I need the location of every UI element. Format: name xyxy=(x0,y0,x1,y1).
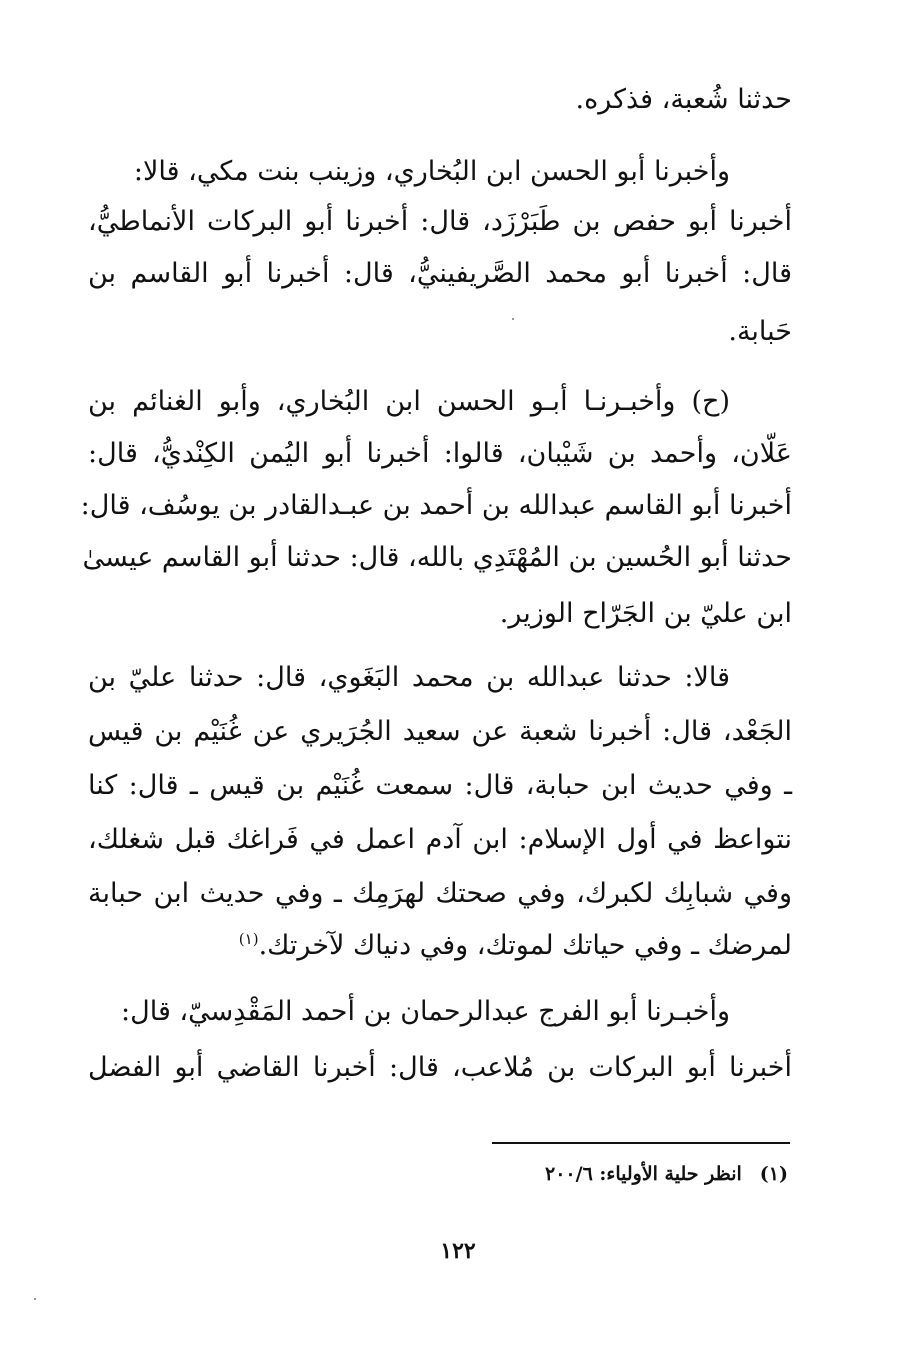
text-line-8: أخبرنا أبو القاسم عبدالله بن أحمد بن عبـدالقادر بن يوسُف، قال: xyxy=(80,490,792,521)
text-line-11: قالا: حدثنا عبدالله بن محمد البَغَوي، قال: حدثنا عليّ بن xyxy=(88,662,730,693)
page-number: ١٢٢ xyxy=(440,1238,476,1264)
text-line-13: ـ وفي حديث ابن حبابة، قال: سمعت غُنَيْم بن قيس ـ قال: كنا xyxy=(88,770,792,801)
text-line-2: وأخبرنا أبو الحسن ابن البُخاري، وزينب بنت مكي، قالا: xyxy=(133,156,730,187)
footnote-text: انظر حلية الأولياء: ٢٠٠/٦ xyxy=(545,1163,742,1185)
footnote-marker: (١) xyxy=(238,930,259,948)
text-line-5: حَبابة. xyxy=(728,316,792,347)
text-line-16-text: لمرضك ـ وفي حياتك لموتك، وفي دنياك لآخرتك. xyxy=(258,930,792,961)
text-line-9: حدثنا أبو الحُسين بن المُهْتَدِي بالله، قال: حدثنا أبو القاسم عيسىٰ xyxy=(82,542,792,573)
footnote-number: (١) xyxy=(759,1163,788,1185)
footnote xyxy=(545,1162,788,1186)
text-line-6: (ح) وأخبـرنـا أبـو الحسن ابن البُخاري، وأبو الغنائم بن xyxy=(88,386,730,417)
text-line-1: حدثنا شُعبة، فذكره. xyxy=(575,84,792,115)
footnote-divider xyxy=(492,1142,790,1144)
text-line-7: عَلّان، وأحمد بن شَيْبان، قالوا: أخبرنا أبو اليُمن الكِنْديُّ، قال: xyxy=(88,438,792,469)
text-line-17: وأخبـرنا أبو الفرج عبدالرحمان بن أحمد المَقْدِسيّ، قال: xyxy=(121,996,730,1027)
text-line-3: أخبرنا أبو حفص بن طَبَرْزَد، قال: أخبرنا أبو البركات الأنماطيُّ، xyxy=(88,206,792,237)
main-text xyxy=(80,0,792,1110)
text-line-18: أخبرنا أبو البركات بن مُلاعب، قال: أخبرنا القاضي أبو الفضل xyxy=(88,1052,792,1083)
text-line-4: قال: أخبرنا أبو محمد الصَّريفينيُّ، قال: أخبرنا أبو القاسم بن xyxy=(88,258,792,289)
text-line-16 xyxy=(184,928,792,968)
text-line-15: وفي شبابِك لكبرك، وفي صحتك لهرَمِك ـ وفي حديث ابن حبابة xyxy=(88,878,792,909)
text-line-12: الجَعْد، قال: أخبرنا شعبة عن سعيد الجُرَيري عن غُنَيْم بن قيس xyxy=(88,716,792,747)
text-line-10: ابن عليّ بن الجَرّاح الوزير. xyxy=(499,598,792,629)
text-line-14: نتواعظ في أول الإسلام: ابن آدم اعمل في فَراغك قبل شغلك، xyxy=(88,824,792,855)
paper-speck xyxy=(512,318,514,320)
paper-speck xyxy=(34,1298,36,1300)
